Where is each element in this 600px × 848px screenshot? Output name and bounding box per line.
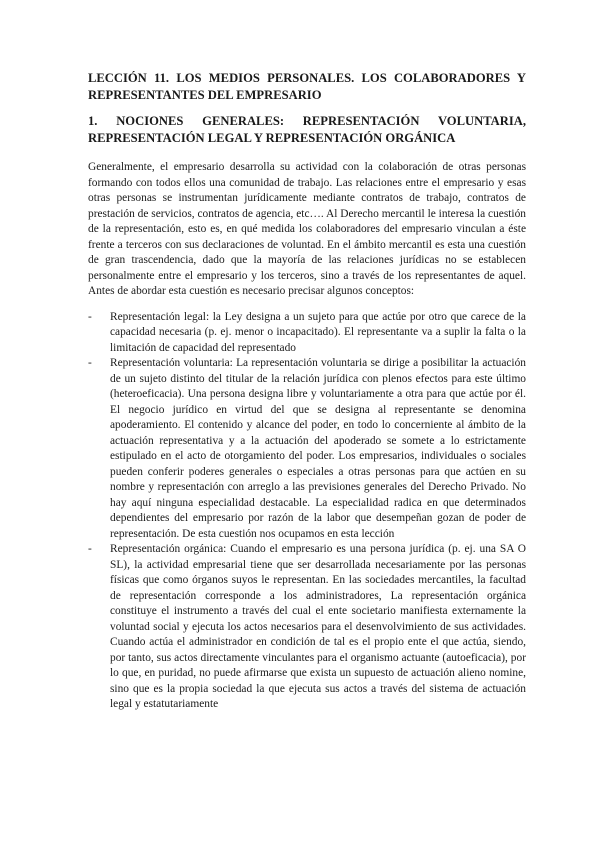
section-heading: 1. NOCIONES GENERALES: REPRESENTACIÓN VOLUNTARIA, REPRESENTACIÓN LEGAL Y REPRESENTACIÓN ORGÁNICA <box>88 114 526 145</box>
concepts-list <box>88 310 526 713</box>
list-item-text: Representación legal: la Ley designa a un sujeto para que actúe por otro que carece de la capacidad necesaria (p. ej. menor o incapacitado). El representante va a suplir la falta o la limitación de capacidad del representado <box>110 310 526 354</box>
dash-bullet: - <box>88 543 92 555</box>
document-content <box>88 70 526 713</box>
list-item-representacion-organica <box>88 542 526 713</box>
list-item-representacion-voluntaria <box>88 356 526 542</box>
dash-bullet: - <box>88 310 92 323</box>
list-item-text: Representación orgánica: Cuando el empresario es una persona jurídica (p. ej. una SA O SL), la actividad empresarial tiene que ser desarrollada necesariamente por las personas físicas que como órganos suyos le representan. En las sociedades mercantiles, la facultad de representación corresponde a los administradores, La representación orgánica constituye el instrumento a través del cual el ente societario manifiesta externamente la voluntad social y ejecuta los actos necesarios para el desenvolvimiento de sus actividades. Cuando actúa el administrador en condición de tal es el propio ente el que actúa, siendo, por tanto, sus actos directamente vinculantes para el organismo actuante (autoeficacia), por lo que, en puridad, no puede afirmarse que exista un supuesto de actuación alieno nomine, sino que es la propia sociedad la que ejecuta sus actos a través del sistema de actuación legal y estatutariamente <box>110 543 526 710</box>
intro-paragraph: Generalmente, el empresario desarrolla su actividad con la colaboración de otras personas formando con todos ellos una comunidad de trabajo. Las relaciones entre el empresario y esas otras personas se instrumentan jurídicamente mediante contratos de trabajo, contratos de prestación de servicios, contratos de agencia, etc…. Al Derecho mercantil le interesa la cuestión de la representación, esto es, en qué medida los colaboradores del empresario vinculan a éste frente a terceros con sus declaraciones de voluntad. En el ámbito mercantil es esta una cuestión de gran trascendencia, dado que la mayoría de las relaciones jurídicas no se establecen personalmente entre el empresario y los terceros, sino a través de los representantes de aquel. Antes de abordar esta cuestión es necesario precisar algunos conceptos: <box>88 161 526 297</box>
list-item-representacion-legal <box>88 310 526 357</box>
dash-bullet: - <box>88 357 92 369</box>
list-item-text: Representación voluntaria: La representación voluntaria se dirige a posibilitar la actuación de un sujeto distinto del titular de la relación jurídica con plenos efectos para este último (heteroeficacia). Una persona designa libre y voluntariamente a otra para que actúe por él. El negocio jurídico en virtud del que se designa al representante se denomina apoderamiento. El contenido y alcance del poder, en todo lo concerniente al ámbito de la actuación representativa y a la actuación del apoderado se somete a lo estrictamente estipulado en el acto de otorgamiento del poder. Los empresarios, individuales o sociales pueden conferir poderes generales o especiales a otras personas para que actúen en su nombre y representación con arreglo a las previsiones generales del Derecho Privado. No hay aquí ninguna especialidad destacable. La especialidad radica en que determinados dependientes del empresario por razón de la labor que desempeñan gozan de poder de representación. De esta cuestión nos ocupamos en esta lección <box>110 357 526 540</box>
lesson-title: LECCIÓN 11. LOS MEDIOS PERSONALES. LOS COLABORADORES Y REPRESENTANTES DEL EMPRESARIO <box>88 71 526 102</box>
